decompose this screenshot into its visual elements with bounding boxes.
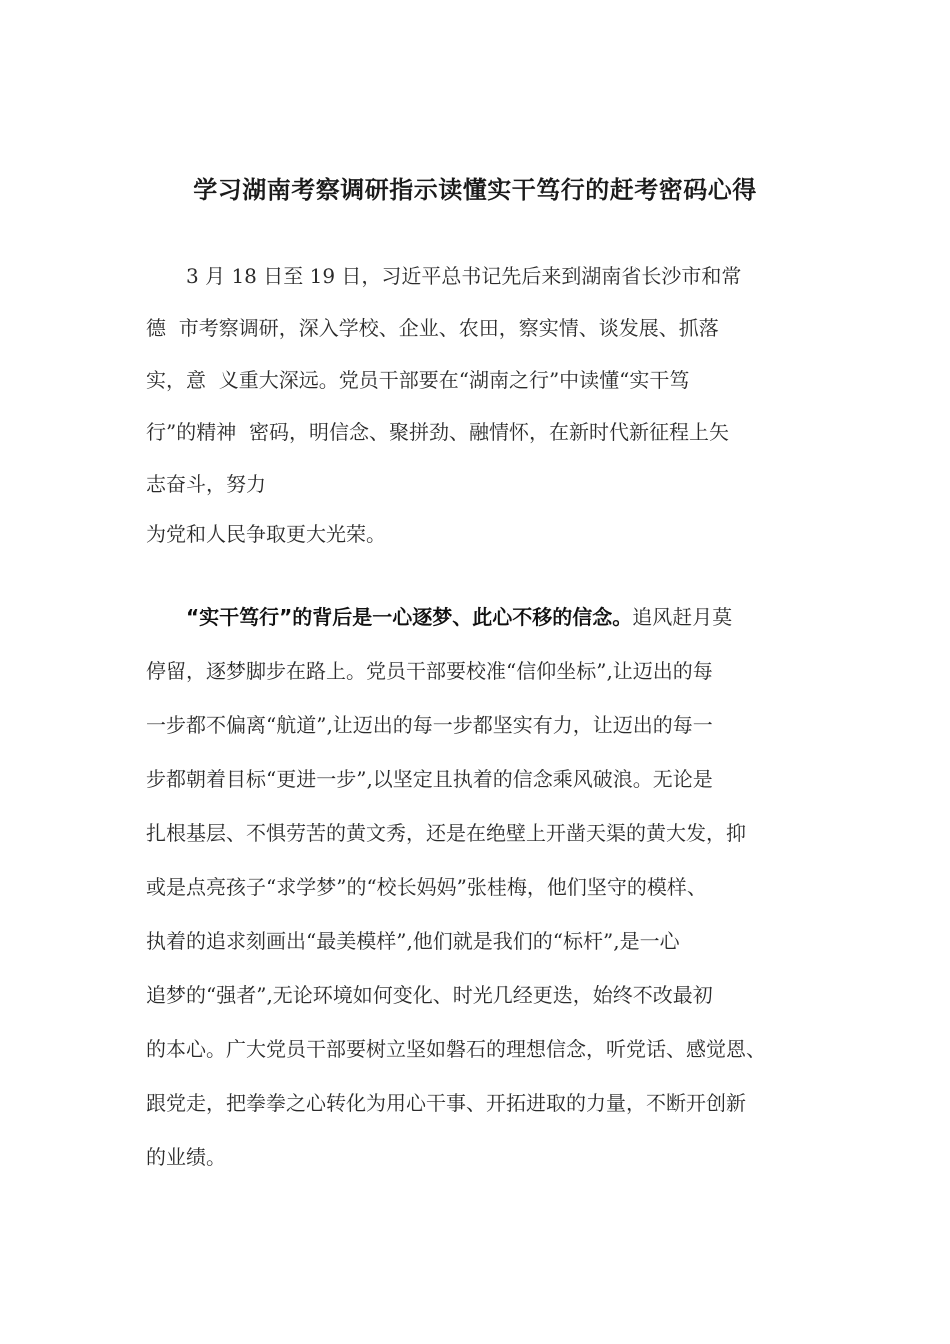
paragraph-2-line: 一步都不偏离“航道”,让迈出的每一步都坚实有力，让迈出的每一 <box>146 713 713 737</box>
paragraph-1-line: 志奋斗，努力 <box>146 472 266 496</box>
paragraph-2-line: 步都朝着目标“更进一步”,以坚定且执着的信念乘风破浪。无论是 <box>146 767 713 791</box>
paragraph-1-line: 德 市考察调研，深入学校、企业、农田，察实情、谈发展、抓落 <box>146 316 719 340</box>
paragraph-2-line: 追梦的“强者”,无论环境如何变化、时光几经更迭，始终不改最初 <box>146 983 713 1007</box>
paragraph-2-line: 跟党走，把拳拳之心转化为用心干事、开拓进取的力量，不断开创新 <box>146 1091 746 1115</box>
document-title: 学习湖南考察调研指示读懂实干笃行的赶考密码心得 <box>193 176 757 204</box>
paragraph-2-line: 扎根基层、不惧劳苦的黄文秀，还是在绝壁上开凿天渠的黄大发，抑 <box>146 821 746 845</box>
paragraph-2-first-line-rest: 追风赶月莫 <box>632 605 733 629</box>
paragraph-2-line: 的业绩。 <box>146 1145 226 1169</box>
paragraph-2-lead-sentence: “实干笃行”的背后是一心逐梦、此心不移的信念。 <box>186 605 633 629</box>
paragraph-1-line: 3 月 18 日至 19 日，习近平总书记先后来到湖南省长沙市和常 <box>186 264 742 288</box>
paragraph-2-line: 或是点亮孩子“求学梦”的“校长妈妈”张桂梅，他们坚守的模样、 <box>146 875 707 899</box>
paragraph-2-line: 的本心。广大党员干部要树立坚如磐石的理想信念，听党话、感觉恩、 <box>146 1037 766 1061</box>
paragraph-1-line: 行”的精神 密码，明信念、聚拼劲、融情怀，在新时代新征程上矢 <box>146 420 729 444</box>
paragraph-2-first-line <box>186 602 732 632</box>
paragraph-1-line: 为党和人民争取更大光荣。 <box>146 522 386 546</box>
paragraph-2-line: 停留，逐梦脚步在路上。党员干部要校准“信仰坐标”,让迈出的每 <box>146 659 713 683</box>
paragraph-2-line: 执着的追求刻画出“最美模样”,他们就是我们的“标杆”,是一心 <box>146 929 680 953</box>
paragraph-1-line: 实，意 义重大深远。党员干部要在“湖南之行”中读懂“实干笃 <box>146 368 690 392</box>
